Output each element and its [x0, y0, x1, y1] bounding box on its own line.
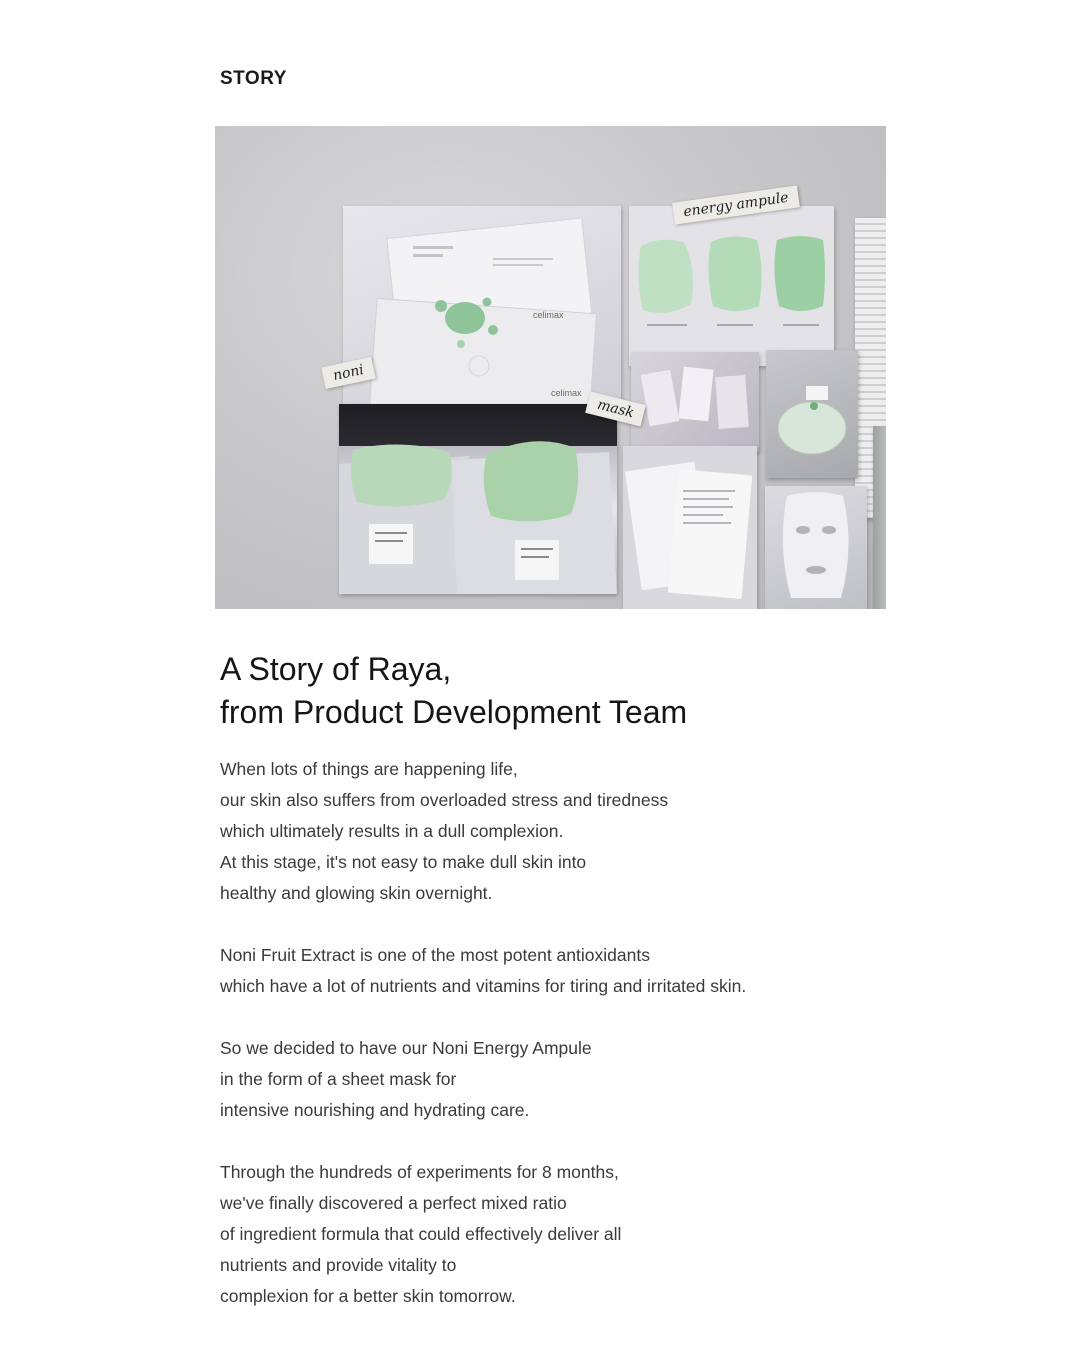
lab-documents-illustration	[623, 446, 757, 609]
noni-tag: noni	[321, 357, 375, 389]
energy-ampule-tag: energy ampule	[672, 185, 800, 224]
text-line: So we decided to have our Noni Energy Ampule	[220, 1038, 592, 1058]
side-photo-strip	[873, 426, 886, 609]
paragraph	[220, 940, 860, 1002]
mask-tag: mask	[585, 391, 646, 426]
text-line: Noni Fruit Extract is one of the most potent antioxidants	[220, 945, 650, 965]
mask-sachets-photo	[339, 404, 617, 594]
story-body	[220, 754, 860, 1343]
product-collage-image	[215, 126, 886, 609]
text-line: which ultimately results in a dull complexion.	[220, 821, 564, 841]
text-line: healthy and glowing skin overnight.	[220, 883, 493, 903]
face-mask-sheet-photo	[765, 486, 867, 609]
sachet-packets-photo	[631, 352, 759, 452]
mask-sachets-illustration	[339, 404, 617, 594]
brand-text: celimax	[533, 310, 564, 320]
title-line: from Product Development Team	[220, 694, 688, 730]
text-line: we've finally discovered a perfect mixed ratio	[220, 1193, 567, 1213]
text-line: When lots of things are happening life,	[220, 759, 518, 779]
ampule-samples-photo	[629, 206, 834, 366]
sheet-mask-bag-photo	[766, 350, 858, 478]
sheet-mask-bag-illustration	[766, 350, 858, 478]
mask-package-illustration	[343, 206, 621, 416]
paragraph	[220, 754, 860, 909]
text-line: which have a lot of nutrients and vitamins for tiring and irritated skin.	[220, 976, 747, 996]
text-line: Through the hundreds of experiments for 8 months,	[220, 1162, 619, 1182]
section-label: STORY	[220, 68, 287, 89]
face-mask-sheet-illustration	[765, 486, 867, 609]
title-line: A Story of Raya,	[220, 651, 452, 687]
text-line: complexion for a better skin tomorrow.	[220, 1286, 516, 1306]
text-line: of ingredient formula that could effectively deliver all	[220, 1224, 622, 1244]
text-line: At this stage, it's not easy to make dull skin into	[220, 852, 587, 872]
sachet-packets-illustration	[631, 352, 759, 452]
paragraph	[220, 1033, 860, 1126]
story-title	[220, 648, 687, 734]
paragraph	[220, 1157, 860, 1312]
text-line: nutrients and provide vitality to	[220, 1255, 457, 1275]
text-line: our skin also suffers from overloaded stress and tiredness	[220, 790, 669, 810]
brand-text: celimax	[551, 388, 582, 398]
ampule-samples-illustration	[629, 206, 834, 366]
mask-package-photo	[343, 206, 621, 416]
lab-documents-photo	[623, 446, 757, 609]
text-line: in the form of a sheet mask for	[220, 1069, 457, 1089]
text-line: intensive nourishing and hydrating care.	[220, 1100, 530, 1120]
